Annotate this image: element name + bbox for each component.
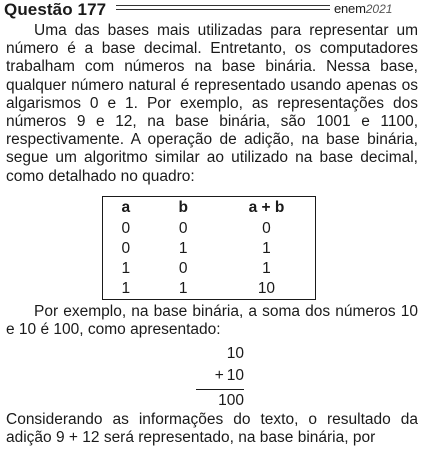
sum-top-operand: 10	[226, 345, 244, 362]
header-rule	[116, 5, 330, 10]
question-prompt: Considerando as informações do texto, o resultado da adição 9 + 12 será representado, na base binária, por	[6, 411, 418, 447]
sum-result: 100	[218, 392, 244, 409]
question-header	[4, 0, 420, 20]
binary-sum-example	[196, 343, 244, 412]
enem-logo	[334, 1, 420, 19]
table-cell: 1	[121, 280, 131, 297]
intro-paragraph: Uma das bases mais utilizadas para representar um número é a base decimal. Entretanto, os computadores trabalham com números na base binária. Nessa base, qualquer número natural é representado usando apenas os algarismos 0 e 1. Por exemplo, as representações dos números 9 e 12, na base binária, são 1001 e 1100, respectivamente. A operação de adição, na base binária, segue um algoritmo similar ao utilizado na base decimal, como detalhado no quadro:	[6, 22, 418, 185]
binary-addition-table	[102, 196, 316, 300]
table-header-b: b	[178, 199, 188, 216]
table-cell: 1	[178, 240, 188, 257]
table-row	[103, 239, 316, 259]
question-number: Questão 177	[4, 0, 107, 19]
table-cell: 0	[262, 220, 271, 237]
example-paragraph: Por exemplo, na base binária, a soma dos números 10 e 10 é 100, como apresentado:	[6, 303, 418, 339]
table-cell: 1	[178, 280, 188, 297]
table-header-a: a	[121, 199, 131, 216]
table-cell: 0	[121, 240, 131, 257]
brand-year: 2021	[365, 2, 393, 16]
table-cell: 1	[262, 260, 271, 277]
table-cell: 10	[257, 280, 276, 297]
table-cell: 0	[121, 220, 131, 237]
table-header-sum: a + b	[248, 199, 285, 216]
table-cell: 1	[121, 260, 131, 277]
table-row	[103, 259, 316, 279]
table-cell: 0	[178, 220, 188, 237]
sum-bottom-operand: 10	[226, 367, 244, 384]
plus-operator: +	[214, 367, 224, 384]
sum-bottom-row	[196, 365, 244, 387]
table-cell: 0	[178, 260, 188, 277]
table-row	[103, 219, 316, 239]
table-header-row	[103, 197, 316, 220]
brand-name: enem	[334, 1, 366, 16]
table-row	[103, 279, 316, 300]
table-cell: 1	[262, 240, 271, 257]
